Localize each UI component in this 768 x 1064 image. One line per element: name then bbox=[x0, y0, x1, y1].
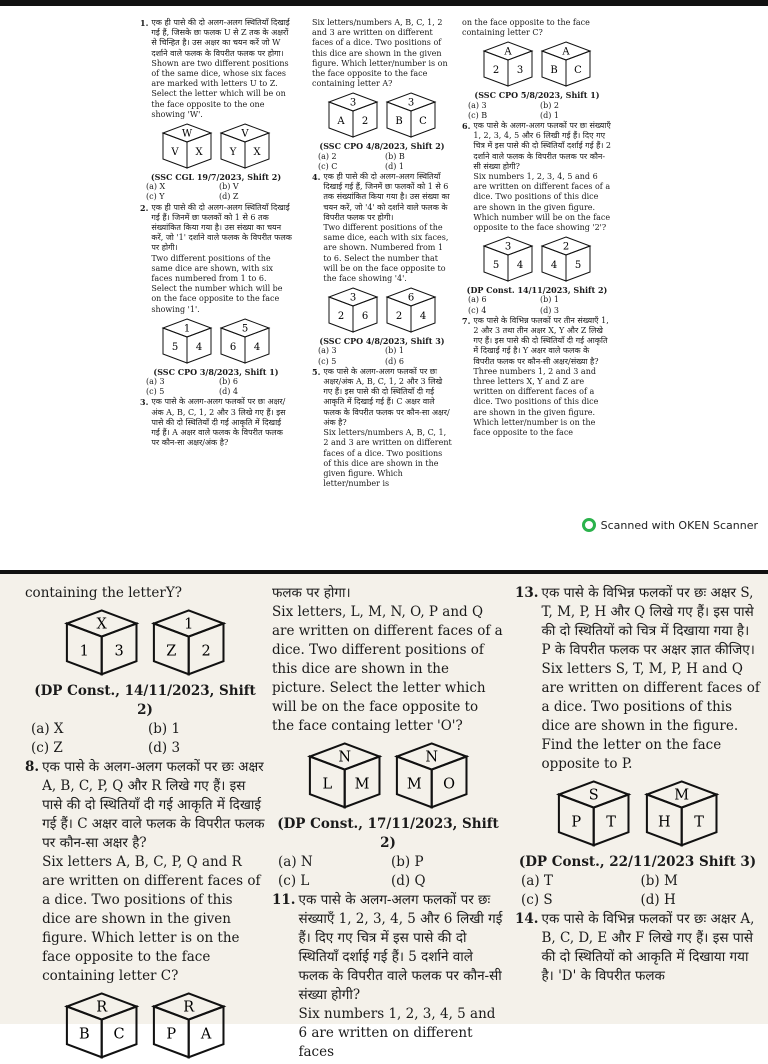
answer-options bbox=[272, 853, 504, 891]
answer-option: (c) Z bbox=[31, 739, 63, 756]
answer-options bbox=[140, 377, 292, 397]
dice-top-label: A bbox=[562, 46, 570, 58]
question-text-hindi: एक पासे के अलग-अलग फलकों पर छः संख्याएँ 1, 2, 3, 4, 5 और 6 लिखी गई हैं। दिए गए चित्र में इस पासे की दो स्थितियाँ दर्शाई गई हैं। 2 दर्शाने वाले फलक के विपरीत फलक पर कौन-सी संख्या होगी? bbox=[473, 121, 612, 171]
dice-top-label: 3 bbox=[504, 241, 512, 253]
dice-left-label: Z bbox=[166, 643, 177, 660]
question-text-hindi: एक पासे के विभिन्न फलकों पर छः अक्षर S, T, M, P, H और Q लिखे गए हैं। इस पासे की दो स्थितियों को चित्र में दिखाया गया है। P के विपरीत फलक पर अक्षर ज्ञात कीजिए। bbox=[541, 585, 755, 658]
dice-right-label: C bbox=[113, 1026, 125, 1043]
question-block bbox=[140, 203, 292, 315]
answer-options bbox=[312, 346, 452, 366]
answer-options bbox=[515, 872, 760, 910]
question-text-hindi: एक पासे के विभिन्न फलकों पर तीन संख्याएँ 1, 2 और 3 तथा तीन अक्षर X, Y और Z लिखे गए हैं। इस पासे की दो स्थितियाँ दी गई आकृति में दिखाई गई है। Y अक्षर वाले फलक के विपरीत फलक पर कौन-सी अक्षर/संख्या है? bbox=[473, 315, 609, 366]
question-block bbox=[25, 758, 265, 986]
dice-left-label: B bbox=[78, 1026, 90, 1043]
dice-top-label: M bbox=[673, 787, 689, 804]
question-text-continued: on the face opposite to the face containing letter C? bbox=[462, 18, 590, 38]
answer-option: (c) 5 bbox=[146, 387, 165, 397]
answer-option: (b) V bbox=[219, 182, 239, 192]
answer-option: (b) 1 bbox=[540, 295, 559, 305]
answer-option: (a) 3 bbox=[318, 346, 337, 356]
page2-column-1 bbox=[25, 584, 265, 1043]
dice-right-label: 6 bbox=[361, 311, 369, 323]
dice-pair bbox=[515, 774, 760, 853]
answer-option: (d) 1 bbox=[385, 161, 404, 171]
question-text-english: Six numbers 1, 2, 3, 4, 5 and 6 are written on different faces of a dice. Two positions of this dice are shown in the given figure. Which number will be on the face opposite to the face showing '2'? bbox=[473, 172, 611, 233]
exam-source: (SSC CPO 4/8/2023, Shift 2) bbox=[319, 141, 445, 152]
question-body bbox=[473, 316, 612, 438]
answer-option: (a) 3 bbox=[468, 100, 487, 110]
answer-option: (c) 4 bbox=[468, 305, 487, 315]
page1-column-2 bbox=[312, 18, 452, 540]
answer-option: (a) X bbox=[31, 720, 64, 737]
dice-left-label: P bbox=[166, 1026, 177, 1043]
dice-left-label: 5 bbox=[171, 341, 179, 353]
question-text-continued: containing the letterY? bbox=[25, 585, 182, 601]
dice-right-label: O bbox=[443, 776, 456, 793]
question-number: 11. bbox=[272, 891, 296, 908]
dice-top-label: 2 bbox=[562, 241, 570, 253]
dice-top-label: 3 bbox=[407, 97, 415, 109]
exam-source: (DP Const. 14/11/2023, Shift 2) bbox=[466, 285, 608, 296]
question-text-hindi: एक ही पासे की दो अलग-अलग स्थितियाँ दिखाई गई हैं, जिसके छः फलक U से Z तक के अक्षरों से चिन्हित है। उस अक्षर का चयन करें जो W दर्शाने वाले फलक के विपरीत फलक पर होगा। bbox=[151, 18, 290, 58]
question-text-english: Six letters/numbers A, B, C, 1, 2 and 3 are written on different faces of a dice. Two positions of this dice are shown in the given figure. Which letter/number is bbox=[323, 428, 452, 489]
question-body bbox=[323, 172, 452, 284]
scanner-watermark bbox=[582, 518, 758, 532]
question-body bbox=[542, 910, 761, 986]
dice-pair bbox=[140, 315, 292, 367]
dice-left-label: V bbox=[171, 147, 179, 159]
answer-option: (b) 1 bbox=[385, 346, 404, 356]
dice-right-label: T bbox=[606, 814, 617, 831]
question-number: 5. bbox=[312, 366, 321, 377]
dice-top-label: A bbox=[504, 46, 512, 58]
dice-top-label: N bbox=[337, 749, 351, 766]
exam-source: (SSC CPO 5/8/2023, Shift 1) bbox=[474, 90, 600, 101]
question-block bbox=[515, 910, 760, 986]
dice-figure bbox=[161, 318, 213, 364]
dice-pair bbox=[462, 38, 612, 90]
dice-left-label: B bbox=[395, 116, 403, 128]
question-body bbox=[323, 367, 452, 489]
answer-option: (c) 5 bbox=[318, 356, 337, 366]
dice-figure bbox=[219, 318, 271, 364]
question-body bbox=[151, 203, 292, 315]
question-block bbox=[312, 367, 452, 489]
question-body bbox=[473, 121, 612, 233]
dice-top-label: R bbox=[95, 999, 107, 1016]
page2-column-3 bbox=[515, 584, 760, 1024]
question-body bbox=[299, 891, 505, 1062]
question-block bbox=[515, 584, 760, 774]
question-text-continued: फलक पर होगा। bbox=[272, 585, 351, 601]
answer-options bbox=[140, 182, 292, 202]
dice-pair bbox=[272, 736, 504, 815]
dice-figure bbox=[161, 123, 213, 169]
question-text-english: Six numbers 1, 2, 3, 4, 5 and 6 are written on different faces bbox=[298, 1005, 496, 1060]
dice-left-label: H bbox=[657, 814, 671, 831]
question-text-hindi: एक ही पासे की दो अलग-अलग स्थितियाँ दिखाई गई हैं। जिनमें छः फलकों को 1 से 6 तक संख्यांकित किया गया है। उस संख्या का चयन करें, जो '1' दर्शाने वाले फलक के विपरीत फलक पर होगी। bbox=[151, 202, 292, 253]
answer-option: (c) B bbox=[468, 110, 488, 120]
question-text-hindi: एक पासे के अलग-अलग फलकों पर छः अक्षर/अंक A, B, C, 1, 2 और 3 लिखे गए हैं। इस पासे की दो स्थितियाँ दी गई आकृति में दिखाई गई हैं। C अक्षर वाले फलक के विपरीत फलक पर कौन-सा अक्षर/अंक है? bbox=[323, 366, 450, 427]
dice-top-label: 1 bbox=[183, 323, 191, 335]
dice-figure bbox=[327, 287, 379, 333]
page1-column-3 bbox=[462, 18, 612, 540]
dice-top-label: X bbox=[96, 616, 107, 633]
dice-left-label: B bbox=[550, 65, 558, 77]
answer-option: (b) 1 bbox=[148, 720, 181, 737]
dice-right-label: 2 bbox=[361, 116, 369, 128]
dice-top-label: 6 bbox=[407, 292, 415, 304]
exam-source: (SSC CPO 4/8/2023, Shift 3) bbox=[319, 336, 445, 347]
answer-option: (a) 6 bbox=[468, 295, 487, 305]
answer-options bbox=[462, 101, 612, 121]
question-text-english: Shown are two different positions of the same dice, whose six faces are marked with letters U to Z. Select the letter which will be on the face opposite to the one showing 'W'. bbox=[151, 58, 289, 119]
dice-top-label: R bbox=[183, 999, 195, 1016]
dice-pair bbox=[312, 89, 452, 141]
dice-top-label: S bbox=[588, 787, 599, 804]
dice-right-label: 5 bbox=[574, 260, 582, 272]
dice-figure bbox=[64, 992, 139, 1059]
question-text-english: Six letters A, B, C, P, Q and R are written on different faces of a dice. Two positions of this dice are shown in the given figure. Which letter is on the face opposite to the face containing letter C? bbox=[42, 853, 261, 984]
dice-top-label: V bbox=[241, 128, 249, 140]
question-text-hindi: एक पासे के विभिन्न फलकों पर छः अक्षर A, B, C, D, E और F लिखे गए हैं। इस पासे की दो स्थितियों को आकृति में दिखाया गया है। 'D' के विपरीत फलक bbox=[541, 910, 755, 984]
dice-right-label: X bbox=[195, 147, 203, 159]
question-block bbox=[462, 316, 612, 438]
dice-figure bbox=[394, 742, 469, 809]
answer-option: (d) 1 bbox=[540, 110, 559, 120]
question-text-hindi: एक ही पासे की दो अलग-अलग स्थितियाँ दिखाई गई हैं, जिनमें छः फलकों को 1 से 6 तक संख्यांकित किया गया है। उस संख्या का चयन करें, जो '4' को दर्शाने वाले फलक के विपरीत फलक पर होगी। bbox=[323, 172, 450, 222]
dice-top-label: 5 bbox=[241, 323, 249, 335]
question-text-english: Six letters S, T, M, P, H and Q are written on different faces of a dice. Two positions of this dice are shown in the figure. Find the letter on the face opposite to P. bbox=[541, 661, 760, 772]
question-block bbox=[140, 18, 292, 120]
answer-options bbox=[312, 152, 452, 172]
answer-option: (c) S bbox=[521, 891, 553, 908]
dice-figure bbox=[219, 123, 271, 169]
dice-right-label: M bbox=[354, 776, 370, 793]
question-text-english: Two different positions of the same dice, each with six faces, are shown. Numbered from 1 to 6. Select the number that will be on the face opposite to the face showing '4'. bbox=[323, 223, 449, 284]
dice-left-label: 2 bbox=[492, 65, 500, 77]
dice-top-label: 3 bbox=[349, 292, 357, 304]
exam-source: (SSC CPO 3/8/2023, Shift 1) bbox=[153, 366, 279, 377]
question-text-hindi: एक पासे के अलग-अलग फलकों पर छः अक्षर A, B, C, P, Q और R लिखे गए हैं। इस पासे की दो स्थितियाँ दी गई आकृति में दिखाई गई हैं। C अक्षर वाले फलक के विपरीत फलक पर कौन-सा अक्षर है? bbox=[42, 758, 265, 851]
answer-option: (a) T bbox=[521, 872, 553, 889]
dice-figure bbox=[540, 41, 592, 87]
question-text-hindi: एक पासे के अलग-अलग फलकों पर छः संख्याएँ 1, 2, 3, 4, 5 और 6 लिखी गई हैं। दिए गए चित्र में इस पासे की दो स्थितियाँ दर्शाई गई हैं। 5 दर्शाने वाले फलक के विपरीत वाले फलक पर कौन-सी संख्या होगी? bbox=[298, 891, 503, 1003]
page2-top-rule bbox=[0, 570, 768, 574]
dice-figure bbox=[482, 41, 534, 87]
dice-right-label: 4 bbox=[516, 260, 524, 272]
dice-top-label: 1 bbox=[184, 616, 194, 633]
answer-option: (a) X bbox=[146, 182, 166, 192]
question-number: 4. bbox=[312, 172, 321, 183]
dice-figure bbox=[556, 780, 631, 847]
question-number: 3. bbox=[140, 397, 149, 408]
answer-option: (b) B bbox=[385, 151, 405, 161]
question-block bbox=[462, 121, 612, 233]
question-text-hindi: एक पासे के अलग-अलग फलकों पर छः अक्षर/अंक A, B, C, 1, 2 और 3 लिखे गए हैं। इस पासे की दो स्थितियाँ दी गई आकृति में दिखाई गई हैं। A अक्षर वाले फलक के विपरीत फलक पर कौन-सा अक्षर/अंक है? bbox=[151, 397, 286, 448]
dice-right-label: C bbox=[419, 116, 427, 128]
dice-left-label: P bbox=[571, 814, 582, 831]
answer-options bbox=[462, 295, 612, 315]
question-number: 13. bbox=[515, 585, 539, 601]
dice-right-label: A bbox=[200, 1026, 212, 1043]
dice-left-label: Y bbox=[229, 147, 237, 159]
answer-option: (d) H bbox=[640, 891, 676, 908]
answer-option: (c) C bbox=[318, 161, 338, 171]
answer-option: (b) 2 bbox=[540, 100, 559, 110]
question-number: 6. bbox=[462, 121, 471, 132]
question-block bbox=[272, 891, 504, 1062]
question-number: 7. bbox=[462, 315, 471, 326]
dice-pair bbox=[25, 603, 265, 682]
question-text-english: Two different positions of the same dice are shown, with six faces numbered from 1 to 6. Select the number which will be on the face opposite to the face showing '1'. bbox=[151, 253, 283, 314]
dice-right-label: 4 bbox=[419, 311, 427, 323]
dice-left-label: 4 bbox=[550, 260, 558, 272]
answer-option: (d) 3 bbox=[148, 739, 181, 756]
answer-options bbox=[25, 720, 265, 758]
answer-option: (a) 3 bbox=[146, 377, 165, 387]
dice-right-label: X bbox=[253, 147, 261, 159]
dice-left-label: A bbox=[337, 116, 345, 128]
dice-right-label: 2 bbox=[201, 643, 211, 660]
dice-left-label: 2 bbox=[337, 311, 345, 323]
dice-figure bbox=[482, 236, 534, 282]
answer-option: (b) P bbox=[391, 853, 424, 870]
dice-left-label: 6 bbox=[229, 341, 237, 353]
question-text-english: Three numbers 1, 2 and 3 and three letters X, Y and Z are written on different faces of a dice. Two positions of this dice are shown in the given figure. Which letter/number is on the face opposite to the face bbox=[473, 366, 599, 438]
question-text-continued: Six letters/numbers A, B, C, 1, 2 and 3 are written on different faces of a dice. Two positions of this dice are shown in the given figure. Which letter/number is on the face opposite to the face containing letter A? bbox=[312, 18, 448, 89]
question-number: 8. bbox=[25, 758, 40, 775]
answer-option: (b) M bbox=[640, 872, 678, 889]
dice-right-label: 3 bbox=[516, 65, 524, 77]
answer-option: (c) Y bbox=[146, 192, 165, 202]
dice-left-label: M bbox=[406, 776, 422, 793]
scanner-logo-icon bbox=[582, 518, 596, 532]
dice-pair bbox=[462, 233, 612, 285]
dice-figure bbox=[151, 992, 226, 1059]
dice-right-label: 3 bbox=[114, 643, 124, 660]
page-top-rule bbox=[0, 0, 768, 6]
dice-right-label: T bbox=[693, 814, 704, 831]
dice-left-label: 5 bbox=[492, 260, 500, 272]
answer-option: (d) 3 bbox=[540, 305, 559, 315]
question-body bbox=[42, 758, 265, 986]
dice-pair bbox=[312, 284, 452, 336]
answer-option: (d) Z bbox=[219, 192, 239, 202]
dice-left-label: L bbox=[322, 776, 332, 793]
question-block bbox=[312, 172, 452, 284]
page-gap bbox=[0, 505, 768, 570]
dice-figure bbox=[64, 609, 139, 676]
page2-column-2 bbox=[272, 584, 504, 1060]
exam-source: (SSC CGL 19/7/2023, Shift 2) bbox=[150, 172, 282, 183]
question-number: 14. bbox=[515, 910, 539, 927]
dice-top-label: 3 bbox=[349, 97, 357, 109]
dice-right-label: 4 bbox=[195, 341, 203, 353]
dice-figure bbox=[385, 287, 437, 333]
dice-pair bbox=[140, 120, 292, 172]
question-body bbox=[542, 584, 761, 774]
exam-source: (DP Const., 14/11/2023, Shift 2) bbox=[34, 682, 256, 718]
question-body bbox=[151, 397, 292, 448]
dice-figure bbox=[327, 92, 379, 138]
dice-figure bbox=[385, 92, 437, 138]
dice-figure bbox=[644, 780, 719, 847]
dice-right-label: 4 bbox=[253, 341, 261, 353]
answer-option: (c) L bbox=[278, 872, 310, 889]
dice-left-label: 2 bbox=[395, 311, 403, 323]
dice-figure bbox=[540, 236, 592, 282]
dice-figure bbox=[151, 609, 226, 676]
answer-option: (d) Q bbox=[391, 872, 426, 889]
scanned-page-bottom bbox=[0, 570, 768, 1060]
dice-top-label: N bbox=[425, 749, 439, 766]
answer-option: (d) 6 bbox=[385, 356, 404, 366]
exam-source: (DP Const., 22/11/2023 Shift 3) bbox=[518, 853, 757, 870]
question-body bbox=[151, 18, 292, 120]
dice-left-label: 1 bbox=[79, 643, 89, 660]
page1-column-1 bbox=[140, 18, 292, 540]
dice-figure bbox=[307, 742, 382, 809]
scanner-label: Scanned with OKEN Scanner bbox=[600, 518, 758, 532]
dice-pair bbox=[25, 986, 265, 1064]
dice-top-label: W bbox=[181, 128, 193, 140]
question-text-continued: Six letters, L, M, N, O, P and Q are written on different faces of a dice. Two different positions of this dice are shown in the picture. Select the letter which will be on the face opposite to the face containg letter 'O'? bbox=[272, 604, 503, 734]
answer-option: (a) N bbox=[278, 853, 313, 870]
question-block bbox=[140, 397, 292, 448]
dice-right-label: C bbox=[574, 65, 582, 77]
answer-option: (b) 6 bbox=[219, 377, 238, 387]
answer-option: (d) 4 bbox=[219, 387, 238, 397]
answer-option: (a) 2 bbox=[318, 151, 337, 161]
question-number: 2. bbox=[140, 202, 149, 213]
question-number: 1. bbox=[140, 18, 149, 28]
exam-source: (DP Const., 17/11/2023, Shift 2) bbox=[277, 815, 499, 851]
